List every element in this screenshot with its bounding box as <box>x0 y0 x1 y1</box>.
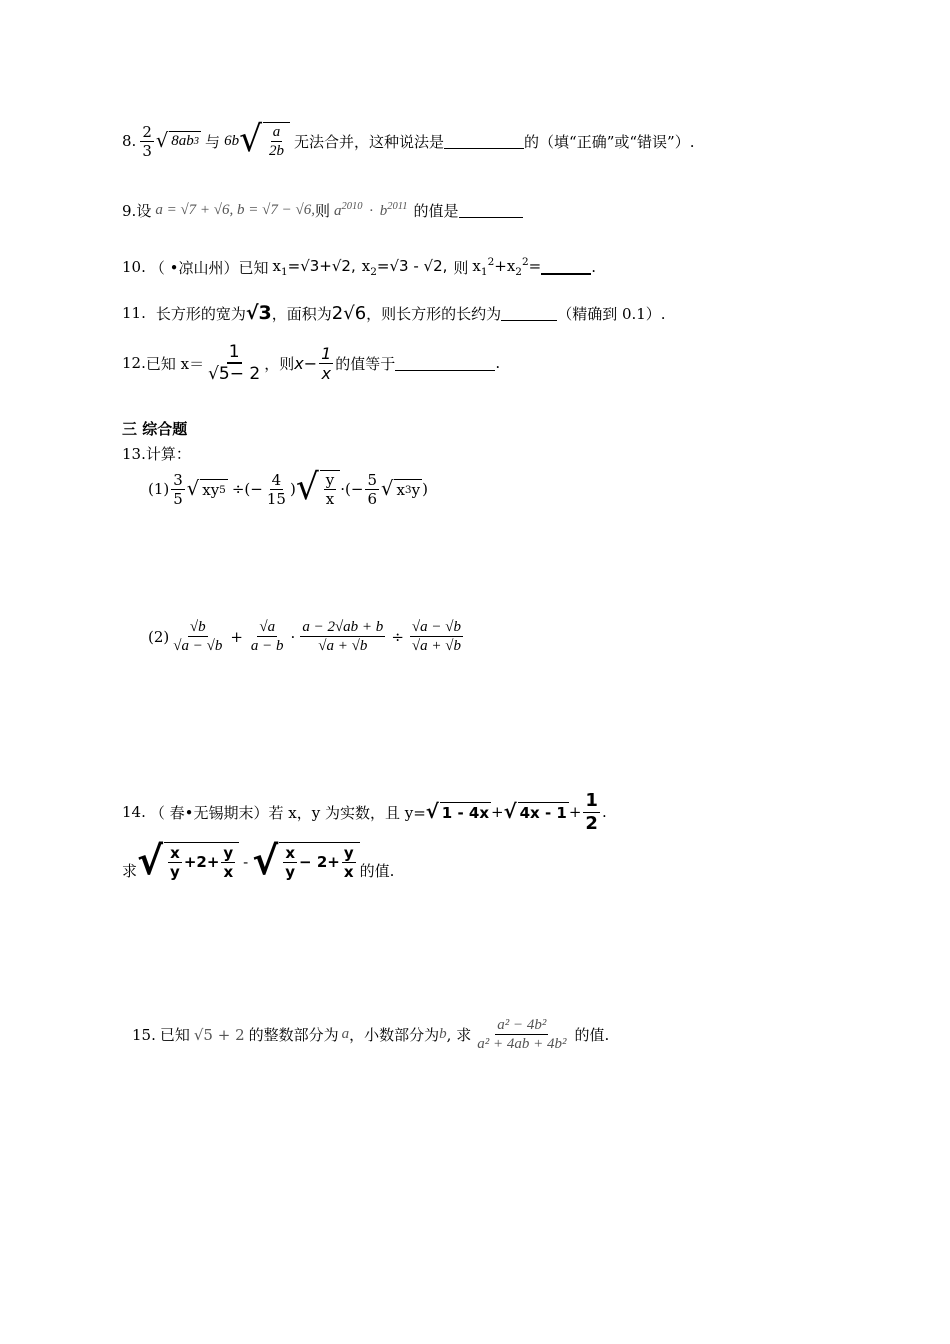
q10-then: 则 <box>453 258 469 277</box>
q10-tail: . <box>591 258 597 276</box>
q15-b: b <box>439 1026 447 1042</box>
q11-answer-blank[interactable] <box>501 306 557 321</box>
q13-label: 计算： <box>145 445 191 463</box>
q10-number: 10. <box>122 258 146 276</box>
q9-tail: 的值是 <box>413 202 459 220</box>
q12-mid: ，则 <box>264 354 295 373</box>
q8-coef-2: 6b <box>224 132 240 149</box>
q10-source: （ •凉山州）已知 <box>149 258 269 277</box>
question-11 <box>122 302 666 324</box>
q8-radical-1: √ 8ab 3 <box>155 129 200 153</box>
q15-tail: 的值. <box>574 1026 610 1044</box>
q12-pre: 已知 x＝ <box>145 354 205 373</box>
q11-tail: （精确到 0.1）. <box>557 304 666 323</box>
q11-area: 2√6 <box>331 302 367 324</box>
q8-radical-2: √ $\frac{a}{2b}$ <box>239 122 290 160</box>
q12-number: 12. <box>122 354 146 373</box>
question-14: 14. （ 春•无锡期末）若 x，y 为实数，且 y= √ 1 - 4x + √ 4x - 1 + $\frac{1}{2}$ . <box>122 790 607 834</box>
q14-radical-2: √ 4x - 1 <box>503 800 567 824</box>
q10-answer-blank[interactable] <box>541 259 591 275</box>
question-12 <box>122 342 500 385</box>
q8-tail: 的（填“正确”或“错误”）. <box>524 132 695 151</box>
q9-pre: 设 <box>136 202 152 220</box>
q8-answer-blank[interactable] <box>444 134 524 149</box>
question-10 <box>122 256 596 278</box>
q14-expression: 求 √ $\frac{x}{y}$ +2+ $\frac{y}{x}$ - √ $\frac{x}{y}$ − 2+ $\frac{y}{x}$ 的值. <box>122 839 395 884</box>
q11-post: ，则长方形的长约为 <box>366 304 502 323</box>
q11-mid: ，面积为 <box>271 304 332 323</box>
q11-number: 11. <box>122 304 146 322</box>
q8-coef-fraction: $\frac{2}{3}$ <box>142 122 152 160</box>
q12-reciprocal: $\frac{1}{x}$ <box>321 343 332 383</box>
q14-half: $\frac{1}{2}$ <box>585 790 598 834</box>
q15-fraction: $\frac{\text{a² − 4b²}}{\text{a² + 4ab + 4b²}}$ <box>477 1017 567 1052</box>
q8-conjunction: 与 <box>205 132 221 151</box>
q12-answer-blank[interactable] <box>395 356 495 371</box>
q10-x2: $x_2=√3 - √2$, <box>361 256 448 278</box>
q14-radical-b: √ $\frac{x}{y}$ − 2+ $\frac{y}{x}$ <box>252 842 359 881</box>
q14-radical-a: √ $\frac{x}{y}$ +2+ $\frac{y}{x}$ <box>137 842 239 881</box>
q12-tail: . <box>495 354 501 373</box>
q9-mid: 则 <box>315 202 331 220</box>
question-15 <box>132 1016 609 1053</box>
q10-sum: $x_1^2+x_2^2=$ <box>472 256 542 278</box>
q11-pre: 长方形的宽为 <box>155 304 246 323</box>
q15-mid2: ，小数部分为 <box>349 1026 440 1044</box>
q15-mid3: , 求 <box>446 1026 472 1044</box>
q14-ask: 求 <box>122 862 138 880</box>
q14-number: 14. <box>122 803 146 822</box>
q12-x: x− <box>294 353 318 373</box>
q14-radical-1: √ 1 - 4x <box>425 800 490 824</box>
question-9 <box>122 200 523 221</box>
q11-width: √3 <box>245 302 272 324</box>
question-13-label <box>122 443 191 464</box>
q15-expr: √5 + 2 <box>193 1025 245 1044</box>
q14-tail: 的值. <box>359 862 395 880</box>
q12-fraction: $\frac{1}{√5- 2}$ <box>208 342 261 385</box>
q13-part-1: (1) $\frac{3}{5}$ √ xy 5 ÷(− $\frac{4}{15}$ ) √ $\frac{y}{x}$ ·(− $\frac{5}{6}$ √ x 3 y ) <box>148 467 428 508</box>
q9-answer-blank[interactable] <box>459 203 523 218</box>
q13-part-2: (2) $\frac{√b}{√a - √b}$ + $\frac{√a}{a - b}$ · $\frac{a - 2√ab + b}{√a + √b}$ ÷ $\frac{√a - √b}{√a + √b}$ <box>148 619 461 654</box>
q8-text: 无法合并，这种说法是 <box>294 132 445 151</box>
question-8 <box>122 119 695 160</box>
q15-mid: 的整数部分为 <box>248 1026 339 1044</box>
q8-number: 8. <box>122 132 137 150</box>
q13-number: 13. <box>122 444 146 463</box>
q9-definition: a = √7 + √6, b = √7 − √6, <box>155 202 315 218</box>
q10-x1: $x_1=√3+√2$, <box>272 256 356 278</box>
q15-a: a <box>341 1026 350 1042</box>
q9-number: 9. <box>122 201 137 220</box>
q12-post: 的值等于 <box>335 354 396 373</box>
section-3-title: 三 综合题 <box>122 420 188 438</box>
q15-pre: 已知 <box>159 1026 190 1044</box>
q15-number: 15. <box>132 1025 156 1044</box>
q14-source: （ 春•无锡期末）若 x，y 为实数，且 y= <box>149 803 426 822</box>
q9-power-a: $a^{2010} \cdot b^{2011}$ <box>334 201 408 219</box>
